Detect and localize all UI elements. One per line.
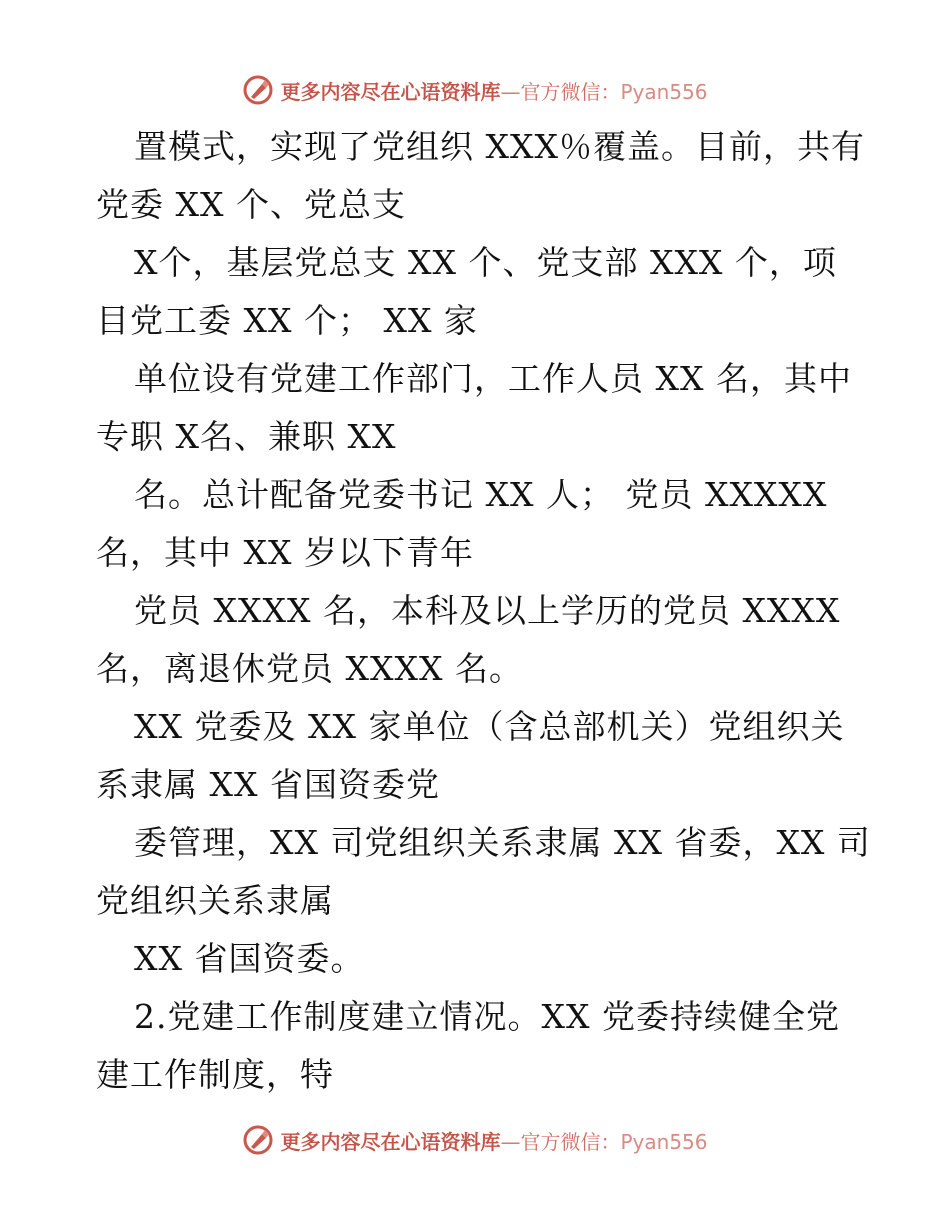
text-line: 名。总计配备党委书记 XX 人； 党员 XXXXX	[134, 475, 828, 514]
text-line: 系隶属 XX 省国资委党	[96, 765, 440, 804]
footer-watermark	[0, 1120, 950, 1160]
text-line: 单位设有党建工作部门，工作人员 XX 名，其中	[134, 359, 852, 398]
text-line: XX 省国资委。	[134, 939, 365, 978]
text-line: 名，离退休党员 XXXX 名。	[96, 649, 523, 688]
text-line: 置模式，实现了党组织 XXX％覆盖。目前，共有	[134, 127, 865, 166]
watermark-dash: —	[500, 79, 521, 104]
text-line: 目党工委 XX 个； XX 家	[96, 301, 478, 340]
watermark-title: 更多内容尽在心语资料库	[280, 79, 501, 104]
document-body	[96, 118, 871, 1104]
watermark-title: 更多内容尽在心语资料库	[280, 1129, 501, 1154]
watermark-dash: —	[500, 1129, 521, 1154]
header-watermark	[0, 70, 950, 110]
text-line: 2.党建工作制度建立情况。XX 党委持续健全党	[134, 997, 840, 1036]
watermark-wechat-label: 官方微信：	[520, 1129, 621, 1154]
text-line: 党委 XX 个、党总支	[96, 185, 406, 224]
watermark-wechat-handle: Pyan556	[620, 79, 708, 104]
pen-nib-logo-icon	[242, 74, 274, 106]
watermark-wechat-handle: Pyan556	[620, 1129, 708, 1154]
text-line: 党组织关系隶属	[96, 881, 334, 920]
text-line: X个，基层党总支 XX 个、党支部 XXX 个，项	[134, 243, 837, 282]
text-line: 建工作制度，特	[96, 1055, 334, 1094]
text-line: 党员 XXXX 名，本科及以上学历的党员 XXXX	[134, 591, 841, 630]
pen-nib-logo-icon	[242, 1124, 274, 1156]
text-line: 名，其中 XX 岁以下青年	[96, 533, 474, 572]
text-line: 委管理，XX 司党组织关系隶属 XX 省委，XX 司	[134, 823, 871, 862]
watermark-wechat-label: 官方微信：	[520, 79, 621, 104]
text-line: 专职 X名、兼职 XX	[96, 417, 397, 456]
text-line: XX 党委及 XX 家单位（含总部机关）党组织关	[134, 707, 845, 746]
